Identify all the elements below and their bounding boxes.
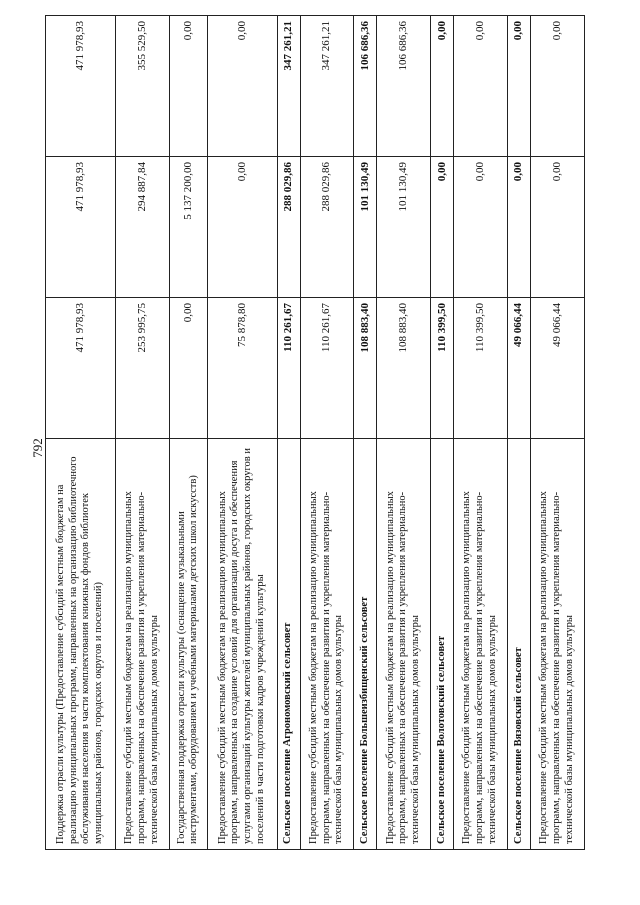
value-2023-cell: 471 978,93 [46, 298, 116, 439]
table-row [46, 16, 116, 850]
value-2025-cell: 347 261,21 [277, 16, 300, 157]
value-2024-cell: 288 029,86 [277, 157, 300, 298]
value-2024-cell: 0,00 [207, 157, 277, 298]
table-row [169, 16, 207, 850]
value-2025-cell: 471 978,93 [46, 16, 116, 157]
value-2023-cell: 49 066,44 [508, 298, 531, 439]
rotated-table-frame [45, 21, 585, 850]
row-name-cell: Предоставление субсидий местным бюджетам на реализацию муниципальных программ, направленных на обеспечение развития и укрепления материально-технической базы муниципальных домов культуры [377, 439, 431, 850]
row-name-cell: Предоставление субсидий местным бюджетам на реализацию муниципальных программ, направленных на обеспечение развития и укрепления материально-технической базы муниципальных домов культуры [454, 439, 508, 850]
value-2023-cell: 110 261,67 [277, 298, 300, 439]
table-row [508, 16, 531, 850]
value-2024-cell: 0,00 [431, 157, 454, 298]
value-2023-cell: 108 883,40 [354, 298, 377, 439]
value-2023-cell: 253 995,75 [115, 298, 169, 439]
table-row [431, 16, 454, 850]
table-row [377, 16, 431, 850]
table-row [530, 16, 584, 850]
value-2025-cell: 106 686,36 [354, 16, 377, 157]
value-2023-cell: 0,00 [169, 298, 207, 439]
value-2024-cell: 0,00 [508, 157, 531, 298]
value-2025-cell: 0,00 [508, 16, 531, 157]
value-2024-cell: 0,00 [454, 157, 508, 298]
row-name-cell: Сельское поселение Большеизбищенский сельсовет [354, 439, 377, 850]
value-2024-cell: 294 887,84 [115, 157, 169, 298]
row-name-cell: Предоставление субсидий местным бюджетам на реализацию муниципальных программ, направленных на создание условий для организации досуга и обеспечения услугами организаций культуры жителей муниципальных районов, городских округов и поселений в части подготовки кадров учреждений культуры [207, 439, 277, 850]
value-2024-cell: 5 137 200,00 [169, 157, 207, 298]
value-2025-cell: 0,00 [207, 16, 277, 157]
value-2025-cell: 347 261,21 [300, 16, 354, 157]
value-2025-cell: 355 529,50 [115, 16, 169, 157]
table-row [115, 16, 169, 850]
value-2024-cell: 101 130,49 [354, 157, 377, 298]
value-2025-cell: 0,00 [431, 16, 454, 157]
table-row [277, 16, 300, 850]
value-2023-cell: 110 261,67 [300, 298, 354, 439]
row-name-cell: Государственная поддержка отрасли культуры (оснащение музыкальными инструментами, оборудованием и учебными материалами детских школ искусств) [169, 439, 207, 850]
row-name-cell: Предоставление субсидий местным бюджетам на реализацию муниципальных программ, направленных на обеспечение развития и укрепления материально-технической базы муниципальных домов культуры [115, 439, 169, 850]
value-2025-cell: 0,00 [454, 16, 508, 157]
budget-table-body [46, 16, 585, 850]
value-2025-cell: 0,00 [169, 16, 207, 157]
table-row [300, 16, 354, 850]
row-name-cell: Предоставление субсидий местным бюджетам на реализацию муниципальных программ, направленных на обеспечение развития и укрепления материально-технической базы муниципальных домов культуры [300, 439, 354, 850]
value-2023-cell: 75 878,80 [207, 298, 277, 439]
row-name-cell: Сельское поселение Вязовский сельсовет [508, 439, 531, 850]
value-2023-cell: 108 883,40 [377, 298, 431, 439]
budget-table [45, 15, 585, 850]
row-name-cell: Поддержка отрасли культуры (Предоставление субсидий местным бюджетам на реализацию муниципальных программ, направленных на организацию библиотечного обслуживания населения в части комплектования книжных фондов библиотек муниципальных районов, городских округов и поселений) [46, 439, 116, 850]
value-2024-cell: 471 978,93 [46, 157, 116, 298]
table-row [207, 16, 277, 850]
table-container [45, 21, 585, 850]
value-2023-cell: 49 066,44 [530, 298, 584, 439]
page-number: 792 [30, 438, 45, 458]
value-2025-cell: 0,00 [530, 16, 584, 157]
row-name-cell: Предоставление субсидий местным бюджетам на реализацию муниципальных программ, направленных на обеспечение развития и укрепления материально-технической базы муниципальных домов культуры [530, 439, 584, 850]
row-name-cell: Сельское поселение Агрономовский сельсовет [277, 439, 300, 850]
value-2023-cell: 110 399,50 [454, 298, 508, 439]
value-2024-cell: 288 029,86 [300, 157, 354, 298]
value-2023-cell: 110 399,50 [431, 298, 454, 439]
table-row [354, 16, 377, 850]
row-name-cell: Сельское поселение Волотовский сельсовет [431, 439, 454, 850]
value-2024-cell: 0,00 [530, 157, 584, 298]
value-2024-cell: 101 130,49 [377, 157, 431, 298]
table-row [454, 16, 508, 850]
value-2025-cell: 106 686,36 [377, 16, 431, 157]
